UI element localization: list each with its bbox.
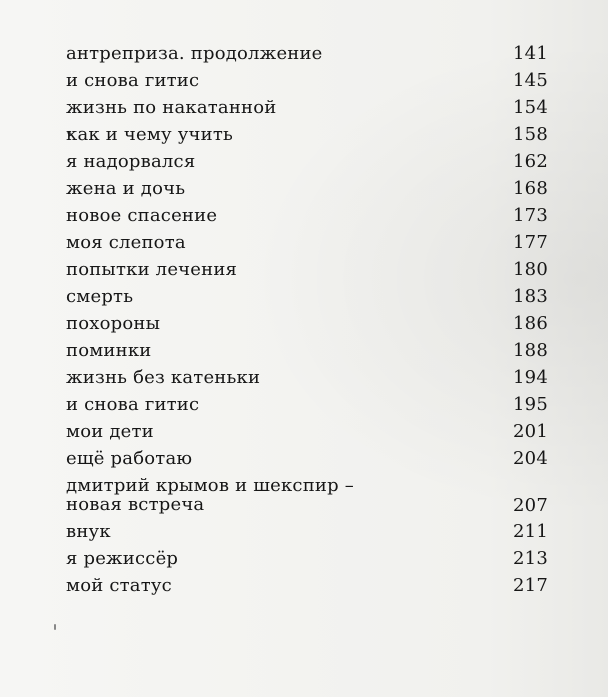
toc-entry-page: 217 <box>513 575 548 596</box>
toc-entry-title: поминки <box>66 340 152 361</box>
toc-entry-page: 183 <box>513 286 548 307</box>
toc-entry[interactable] <box>66 175 548 202</box>
toc-entry-page: 141 <box>513 43 548 64</box>
toc-entry-title: жизнь без катеньки <box>66 367 261 388</box>
toc-entry-page: 158 <box>513 124 548 145</box>
toc-entry-title: я надорвался <box>66 151 196 172</box>
toc-entry-page: 154 <box>513 97 548 118</box>
toc-entry[interactable] <box>66 256 548 283</box>
toc-entry[interactable] <box>66 67 548 94</box>
toc-entry-title: внук <box>66 521 111 542</box>
toc-entry-page: 177 <box>513 232 548 253</box>
toc-entry-page: 168 <box>513 178 548 199</box>
toc-entry-page: 188 <box>513 340 548 361</box>
toc-entry-page: 211 <box>513 521 548 542</box>
toc-entry[interactable] <box>66 229 548 256</box>
toc-entry[interactable] <box>66 545 548 572</box>
toc-entry[interactable] <box>66 310 548 337</box>
toc-entry-title: мои дети <box>66 421 154 442</box>
toc-entry-title: попытки лечения <box>66 259 238 280</box>
toc-entry-page: 201 <box>513 421 548 442</box>
toc-entry-page: 173 <box>513 205 548 226</box>
toc-entry-title: жизнь по накатанной <box>66 97 277 118</box>
toc-entry-page: 186 <box>513 313 548 334</box>
toc-entry-title: я режиссёр <box>66 548 179 569</box>
toc-entry[interactable] <box>66 472 548 518</box>
toc-entry-page: 180 <box>513 259 548 280</box>
toc-entry-page: 195 <box>513 394 548 415</box>
toc-entry-title: жена и дочь <box>66 178 186 199</box>
toc-entry[interactable] <box>66 148 548 175</box>
toc-entry-title: дмитрий крымов и шекспир – новая встреча <box>66 475 354 515</box>
print-speck <box>54 624 56 630</box>
toc-entry[interactable] <box>66 202 548 229</box>
toc-entry[interactable] <box>66 94 548 121</box>
toc-entry-title: моя слепота <box>66 232 186 253</box>
toc-entry-title: похороны <box>66 313 161 334</box>
toc-entry-page: 194 <box>513 367 548 388</box>
toc-entry-page: 162 <box>513 151 548 172</box>
toc-entry[interactable] <box>66 572 548 599</box>
toc-entry-page: 213 <box>513 548 548 569</box>
toc-entry-title: и снова гитис <box>66 394 200 415</box>
toc-entry-title: и снова гитис <box>66 70 200 91</box>
toc-entry[interactable] <box>66 364 548 391</box>
toc-entry-title: ещё работаю <box>66 448 193 469</box>
toc-entry-title: мой статус <box>66 575 172 596</box>
toc-entry-page: 145 <box>513 70 548 91</box>
toc-entry[interactable] <box>66 283 548 310</box>
toc-entry-page: 204 <box>513 448 548 469</box>
toc-entry[interactable] <box>66 445 548 472</box>
toc-entry[interactable] <box>66 418 548 445</box>
toc-entry-title: антреприза. продолжение <box>66 43 323 64</box>
toc-entry-page: 207 <box>513 495 548 516</box>
toc-entry[interactable] <box>66 121 548 148</box>
toc-entry[interactable] <box>66 40 548 67</box>
toc-entry[interactable] <box>66 391 548 418</box>
toc-entry-title: новое спасение <box>66 205 218 226</box>
table-of-contents <box>66 40 548 599</box>
toc-entry[interactable] <box>66 337 548 364</box>
toc-entry[interactable] <box>66 518 548 545</box>
toc-entry-title: как и чему учить <box>66 124 233 145</box>
toc-entry-title: смерть <box>66 286 134 307</box>
